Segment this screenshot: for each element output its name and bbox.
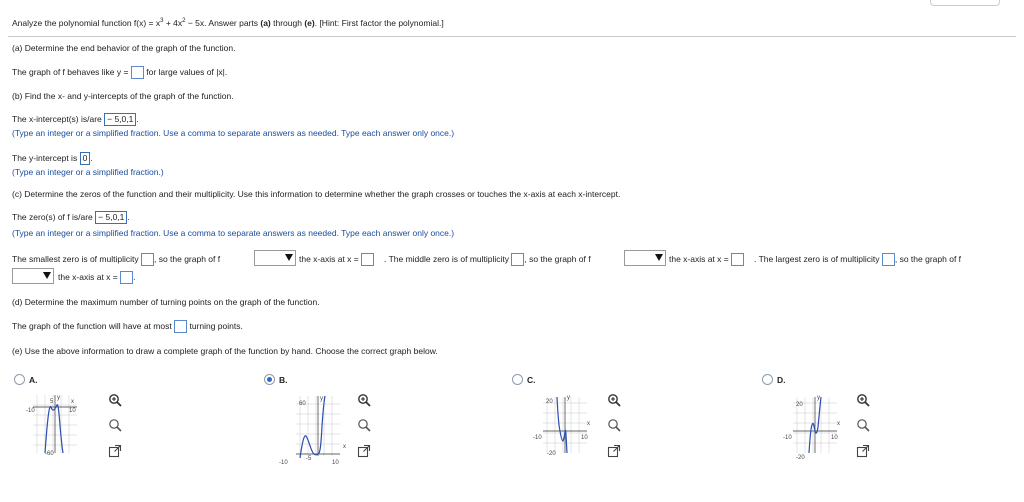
option-c-ybottom: -20: [547, 451, 556, 457]
option-c-xaxis: x: [587, 421, 590, 427]
y-intercept-answer[interactable]: 0: [80, 152, 91, 165]
option-b-xright: 10: [332, 460, 339, 466]
option-c-ytop: 20: [546, 399, 553, 405]
middle-xaxis-text: the x-axis at x =: [669, 253, 744, 266]
option-c-popout-icon[interactable]: [607, 444, 621, 458]
option-b-label: B.: [279, 375, 288, 385]
part-a-heading: (a) Determine the end behavior of the graph of the function.: [12, 43, 236, 53]
option-b-radio[interactable]: [264, 374, 275, 385]
middle-crosses-touches-dropdown[interactable]: [624, 250, 666, 266]
option-a-zoom-out-icon[interactable]: [108, 418, 122, 432]
top-scroll-tab[interactable]: [930, 0, 1000, 6]
option-d-xaxis: x: [837, 421, 840, 427]
zeros-answer[interactable]: − 5,0,1: [95, 211, 127, 224]
option-a-xaxis: x: [71, 399, 74, 405]
part-e-heading: (e) Use the above information to draw a complete graph of the function by hand. Choose the correct graph below.: [12, 346, 438, 356]
x-intercept-line: The x-intercept(s) is/are − 5,0,1 .: [12, 113, 139, 124]
part-c-heading: (c) Determine the zeros of the function and their multiplicity. Use this information to determine whether the graph crosses or touches the x-axis at each x-intercept.: [12, 189, 621, 199]
option-a-xright: 10: [69, 408, 76, 414]
chevron-down-icon: [655, 254, 663, 261]
part-b-heading: (b) Find the x- and y-intercepts of the graph of the function.: [12, 91, 234, 101]
option-b-zoom-out-icon[interactable]: [357, 418, 371, 432]
option-c-zoom-out-icon[interactable]: [607, 418, 621, 432]
option-b-popout-icon[interactable]: [357, 444, 371, 458]
option-a-zoom-in-icon[interactable]: [108, 393, 122, 407]
smallest-zero-text: The smallest zero is of multiplicity , so the graph of f: [12, 253, 220, 266]
largest-crosses-touches-dropdown[interactable]: [12, 268, 54, 284]
part-a-line: The graph of f behaves like y = for large values of |x|.: [12, 66, 227, 79]
option-b-xaxis: x: [343, 444, 346, 450]
y-intercept-hint: (Type an integer or a simplified fraction.): [12, 167, 164, 177]
option-b-zoom-in-icon[interactable]: [357, 393, 371, 407]
option-a-popout-icon[interactable]: [108, 444, 122, 458]
option-a-ybottom: -60: [45, 451, 54, 457]
option-a-graph[interactable]: [26, 395, 77, 457]
zeros-line: The zero(s) of f is/are − 5,0,1 .: [12, 211, 130, 222]
zeros-hint: (Type an integer or a simplified fraction. Use a comma to separate answers as needed. Type each answer only once.): [12, 228, 455, 238]
option-d-yaxis: y: [817, 395, 820, 401]
option-c-graph[interactable]: [533, 395, 590, 457]
option-a-yaxis: y: [57, 395, 60, 401]
x-intercept-answer[interactable]: − 5,0,1: [104, 113, 136, 126]
option-d-zoom-in-icon[interactable]: [856, 393, 870, 407]
chevron-down-icon: [43, 272, 51, 279]
largest-multiplicity-input[interactable]: [882, 253, 895, 266]
largest-zero-input[interactable]: [120, 271, 133, 284]
option-d-radio[interactable]: [762, 374, 773, 385]
option-b-xmid: -5: [306, 456, 312, 462]
option-a-radio[interactable]: [14, 374, 25, 385]
smallest-crosses-touches-dropdown[interactable]: [254, 250, 296, 266]
part-d-heading: (d) Determine the maximum number of turning points on the graph of the function.: [12, 297, 320, 307]
option-c-zoom-in-icon[interactable]: [607, 393, 621, 407]
divider: [8, 36, 1016, 37]
option-c-label: C.: [527, 375, 536, 385]
option-b-xleft: -10: [279, 460, 288, 466]
middle-zero-input[interactable]: [731, 253, 744, 266]
option-a-ytop: 5: [50, 399, 54, 405]
y-intercept-line: The y-intercept is 0 .: [12, 152, 93, 163]
x-intercept-hint: (Type an integer or a simplified fraction. Use a comma to separate answers as needed. Type each answer only once.): [12, 128, 455, 138]
smallest-multiplicity-input[interactable]: [141, 253, 154, 266]
smallest-zero-input[interactable]: [361, 253, 374, 266]
option-d-label: D.: [777, 375, 786, 385]
option-c-xleft: -10: [533, 435, 542, 441]
option-d-graph[interactable]: [783, 395, 840, 461]
option-b-yaxis: y: [320, 396, 323, 402]
option-c-xright: 10: [581, 435, 588, 441]
chevron-down-icon: [285, 254, 293, 261]
question-instruction: Analyze the polynomial function $f(x) = x^3 + 4x^2 - 5x$. Answer parts (a) through (e). [Hint: First factor the polynomial.]: [12, 18, 444, 28]
option-d-ytop: 20: [796, 402, 803, 408]
option-d-ybottom: -20: [796, 455, 805, 461]
option-d-xleft: -10: [783, 435, 792, 441]
option-a-label: A.: [29, 375, 38, 385]
largest-zero-text: . The largest zero is of multiplicity , so the graph of f: [754, 253, 961, 266]
option-a-xleft: -10: [26, 408, 35, 414]
largest-xaxis-text: the x-axis at x = .: [58, 271, 136, 284]
option-b-ytop: 60: [299, 401, 306, 407]
end-behavior-input[interactable]: [131, 66, 144, 79]
option-b-graph[interactable]: [279, 396, 346, 466]
option-d-zoom-out-icon[interactable]: [856, 418, 870, 432]
option-c-radio[interactable]: [512, 374, 523, 385]
smallest-xaxis-text: the x-axis at x =: [299, 253, 374, 266]
option-d-xright: 10: [831, 435, 838, 441]
turning-points-line: The graph of the function will have at most turning points.: [12, 320, 243, 333]
middle-zero-text: . The middle zero is of multiplicity , so the graph of f: [384, 253, 591, 266]
turning-points-input[interactable]: [174, 320, 187, 333]
middle-multiplicity-input[interactable]: [511, 253, 524, 266]
option-d-popout-icon[interactable]: [856, 444, 870, 458]
option-c-yaxis: y: [567, 395, 570, 401]
